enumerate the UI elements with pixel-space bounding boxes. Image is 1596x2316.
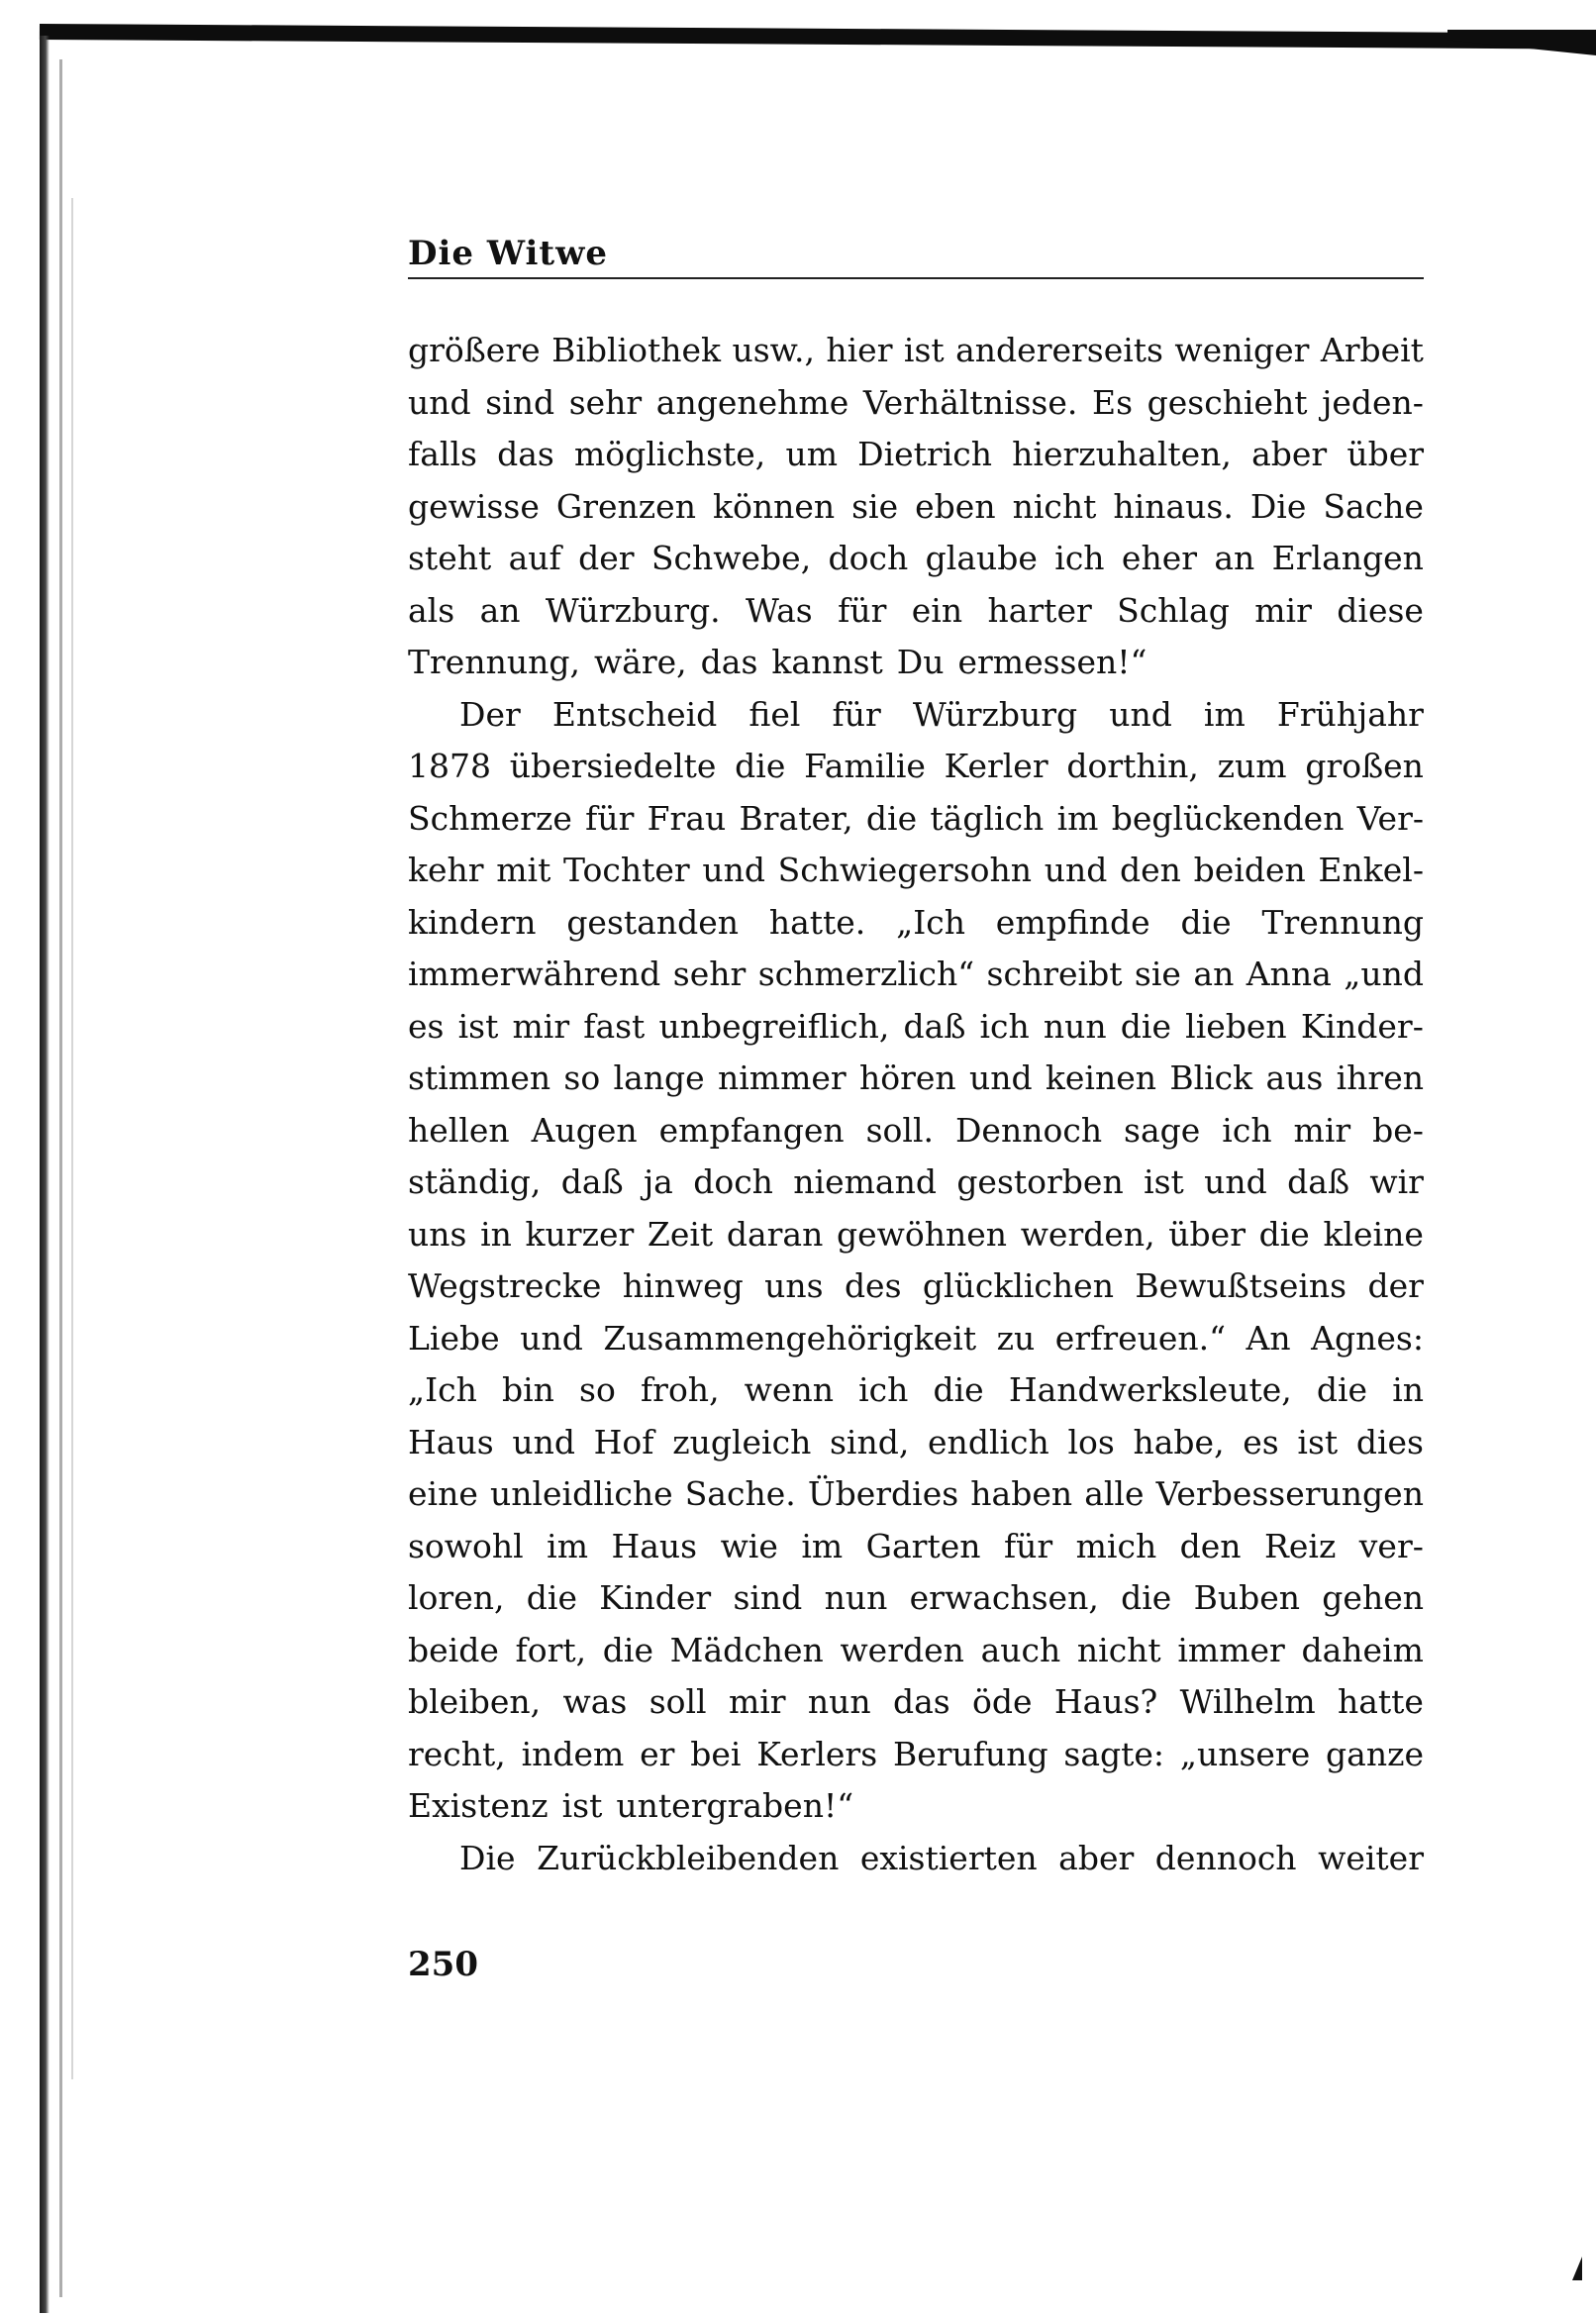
word: glaube (925, 539, 1038, 577)
word: Kerler (944, 747, 1048, 785)
word: weniger (1174, 331, 1310, 369)
word: geschieht (1147, 382, 1308, 422)
word: für (838, 590, 887, 630)
text-line (408, 1105, 1424, 1158)
word: und (702, 851, 765, 889)
word: daß (1287, 1162, 1349, 1201)
word: jeden- (1322, 382, 1424, 422)
word: immerwährend (408, 955, 661, 993)
word: Du (896, 643, 945, 681)
word: mit (496, 851, 551, 889)
word: 1878 (408, 747, 491, 785)
word: indem (521, 1734, 625, 1773)
word: Zusammengehörigkeit (603, 1318, 977, 1358)
word: und (1204, 1162, 1267, 1201)
text-line (408, 845, 1424, 897)
word: Die (459, 1838, 516, 1877)
word: aber (1251, 435, 1328, 473)
word: Frühjahr (1276, 694, 1424, 734)
word: nimmer (717, 1058, 847, 1097)
word: eher (1121, 539, 1198, 577)
scan-edge-top (40, 24, 1584, 50)
word: er (640, 1734, 675, 1773)
word: sagte: (1063, 1734, 1165, 1773)
word: kindern (408, 902, 537, 942)
word: mich (1075, 1526, 1157, 1565)
word: Trennung, (408, 643, 580, 681)
word: Garten (865, 1526, 981, 1565)
word: sie (1134, 955, 1181, 993)
word: angenehme (655, 382, 849, 422)
word: das (892, 1682, 950, 1721)
word: Der (459, 694, 521, 734)
word: hatte (1337, 1682, 1424, 1721)
word: wenn (744, 1370, 834, 1409)
word: nun (807, 1682, 871, 1721)
word: keinen (1045, 1058, 1157, 1097)
word: nicht (1012, 486, 1097, 526)
word: das (700, 643, 758, 681)
word: Liebe (408, 1318, 500, 1358)
word: Kerlers (756, 1734, 878, 1773)
word: ganze (1326, 1734, 1424, 1773)
word: Hof (593, 1422, 654, 1461)
text-line (408, 1676, 1424, 1729)
word: Existenz (408, 1786, 549, 1825)
word: so (563, 1058, 601, 1097)
word: Dennoch (954, 1110, 1103, 1150)
word: Enkel- (1318, 851, 1424, 889)
word: erfreuen.“ (1054, 1318, 1227, 1358)
text-line (408, 1157, 1424, 1209)
word: Erlangen (1271, 539, 1424, 577)
word: Wilhelm (1179, 1682, 1316, 1721)
word: zugleich (672, 1422, 812, 1461)
word: daheim (1301, 1630, 1424, 1669)
word: kehr (408, 851, 484, 889)
scan-corner-mark (1572, 2257, 1582, 2280)
word: Bibliothek (551, 331, 722, 369)
text-line (408, 1001, 1424, 1054)
text-line (408, 1260, 1424, 1313)
word: Mädchen (669, 1630, 824, 1669)
word: hier (826, 331, 893, 369)
word: ich (1054, 539, 1105, 577)
text-line (408, 1209, 1424, 1261)
word: in (480, 1214, 512, 1254)
word: täglich (930, 798, 1045, 838)
word: uns (764, 1266, 824, 1305)
word: Schwiegersohn (777, 851, 1033, 889)
word: „Ich (408, 1370, 477, 1409)
word: haben (970, 1474, 1073, 1513)
word: ver- (1358, 1526, 1424, 1565)
body-text (408, 325, 1424, 1884)
word: Arbeit (1320, 331, 1424, 369)
word: hellen (408, 1110, 510, 1150)
word: be- (1372, 1110, 1424, 1150)
scan-edge-left (40, 36, 50, 2313)
word: über (1168, 1214, 1246, 1254)
word: im (1056, 798, 1099, 838)
word: „unsere (1179, 1734, 1311, 1773)
word: bei (690, 1734, 742, 1773)
word: hören (858, 1058, 956, 1097)
word: Bewußtseins (1135, 1266, 1347, 1305)
word: schreibt (986, 955, 1123, 993)
word: diese (1337, 590, 1424, 630)
header-rule (408, 277, 1424, 279)
word: lange (613, 1058, 705, 1097)
word: los (1067, 1422, 1115, 1461)
word: sehr (568, 382, 643, 422)
word: Agnes: (1311, 1318, 1424, 1358)
text-line (408, 481, 1424, 534)
text-line (408, 377, 1424, 430)
word: ist (1297, 1422, 1339, 1461)
word: und (520, 1318, 583, 1358)
text-line (408, 429, 1424, 481)
word: Verhältnisse. (862, 382, 1078, 422)
word: ist (457, 1006, 499, 1046)
word: mir (1254, 590, 1312, 630)
word: als (408, 590, 455, 630)
word: ist (561, 1786, 603, 1825)
word: immer (1177, 1630, 1285, 1669)
word: uns (408, 1214, 467, 1254)
word: die (1120, 1006, 1172, 1046)
word: sie (851, 486, 899, 526)
text-line (408, 1364, 1424, 1417)
word: Sache. (684, 1474, 796, 1513)
word: Ver- (1356, 798, 1424, 838)
running-head: Die Witwe (408, 234, 608, 273)
word: und (408, 382, 471, 422)
word: daß (903, 1006, 966, 1046)
word: für (832, 694, 881, 734)
word: um (785, 435, 838, 473)
word: recht, (408, 1734, 506, 1773)
word: an (479, 590, 521, 630)
word: ich (979, 1006, 1030, 1046)
text-line (408, 533, 1424, 585)
word: glücklichen (922, 1266, 1114, 1305)
word: Kinder (599, 1578, 712, 1617)
word: Haus (408, 1422, 494, 1461)
word: aus (1265, 1058, 1324, 1097)
word: ja (643, 1162, 673, 1201)
word: die (933, 1370, 984, 1409)
word: was (562, 1682, 628, 1721)
text-line (408, 949, 1424, 1001)
word: beiden (1193, 851, 1306, 889)
word: Zurückbleibenden (537, 1838, 840, 1877)
word: Überdies (807, 1474, 959, 1513)
word: stimmen (408, 1058, 551, 1097)
word: „und (1344, 955, 1424, 993)
word: es (1243, 1422, 1279, 1461)
text-line (408, 1833, 1424, 1885)
word: Haus (611, 1526, 698, 1565)
word: den (1179, 1526, 1242, 1565)
word: mir (728, 1682, 786, 1721)
word: Würzburg (912, 694, 1078, 734)
word: fiel (748, 694, 801, 734)
word: Buben (1193, 1578, 1301, 1617)
text-line (408, 689, 1424, 742)
text-line (408, 637, 1424, 689)
text-line (408, 1417, 1424, 1469)
word: aber (1058, 1838, 1135, 1877)
word: sind (733, 1578, 803, 1617)
word: im (1203, 694, 1246, 734)
text-line (408, 1521, 1424, 1573)
word: habe, (1133, 1422, 1225, 1461)
word: hierzuhalten, (1012, 435, 1232, 473)
word: Haus? (1053, 1682, 1158, 1721)
word: Dietrich (857, 435, 992, 473)
word: „Ich (896, 902, 965, 942)
word: doch (828, 539, 909, 577)
word: in (1392, 1370, 1424, 1409)
word: an (1193, 955, 1235, 993)
word: niemand (793, 1162, 937, 1201)
word: alle (1084, 1474, 1145, 1513)
word: und (512, 1422, 575, 1461)
text-line (408, 897, 1424, 950)
word: soll (648, 1682, 707, 1721)
text-line (408, 325, 1424, 377)
word: Entscheid (551, 694, 718, 734)
word: hinweg (622, 1266, 744, 1305)
word: im (547, 1526, 589, 1565)
scan-edge-left-line (59, 59, 62, 2297)
word: Was (746, 590, 813, 630)
word: auf (508, 539, 561, 577)
word: werden, (1020, 1214, 1155, 1254)
word: Verbesserungen (1155, 1474, 1424, 1513)
word: für (585, 798, 635, 838)
word: sind (485, 382, 555, 422)
word: Die (1249, 486, 1307, 526)
word: soll. (865, 1110, 934, 1150)
word: sage (1124, 1110, 1201, 1150)
word: Schwebe, (650, 539, 812, 577)
word: mir (512, 1006, 570, 1046)
word: unbegreiflich, (658, 1006, 890, 1046)
word: weiter (1318, 1838, 1424, 1877)
word: daran (726, 1214, 824, 1254)
word: Es (1091, 382, 1134, 422)
word: erwachsen, (909, 1578, 1099, 1617)
word: sowohl (408, 1526, 524, 1565)
word: kannst (771, 643, 883, 681)
word: die (865, 798, 918, 838)
word: Tochter (563, 851, 690, 889)
word: existierten (859, 1838, 1038, 1877)
word: größere (408, 331, 541, 369)
word: ich (858, 1370, 909, 1409)
word: großen (1305, 747, 1424, 785)
word: der (578, 539, 635, 577)
word: bleiben, (408, 1682, 542, 1721)
text-line (408, 1625, 1424, 1677)
word: Sache (1323, 486, 1424, 526)
word: zum (1217, 747, 1287, 785)
word: usw., (732, 331, 815, 369)
word: gewöhnen (836, 1214, 1008, 1254)
word: kleine (1323, 1214, 1424, 1254)
word: empfangen (658, 1110, 845, 1150)
word: auch (980, 1630, 1061, 1669)
word: die (526, 1578, 577, 1617)
word: Zeit (647, 1214, 714, 1254)
word: dennoch (1154, 1838, 1297, 1877)
text-line (408, 1729, 1424, 1781)
word: des (844, 1266, 902, 1305)
word: das (497, 435, 554, 473)
word: die (1121, 1578, 1172, 1617)
word: empfinde (995, 902, 1150, 942)
word: schmerzlich“ (757, 955, 975, 993)
word: können (712, 486, 836, 526)
word: eben (915, 486, 996, 526)
word: Schlag (1117, 590, 1230, 630)
word: Grenzen (555, 486, 696, 526)
word: im (801, 1526, 844, 1565)
word: Frau (647, 798, 727, 838)
word: nun (1043, 1006, 1107, 1046)
word: Schmerze (408, 798, 572, 838)
word: Familie (804, 747, 926, 785)
word: bin (501, 1370, 554, 1409)
word: gestorben (956, 1162, 1124, 1201)
word: gestanden (566, 902, 739, 942)
word: für (1003, 1526, 1053, 1565)
word: steht (408, 539, 492, 577)
word: Berufung (892, 1734, 1048, 1773)
word: endlich (928, 1422, 1049, 1461)
word: und (1044, 851, 1108, 889)
word: Handwerksleute, (1008, 1370, 1292, 1409)
word: Reiz (1264, 1526, 1337, 1565)
word: nun (824, 1578, 888, 1617)
text-line (408, 793, 1424, 846)
word: der (1367, 1266, 1424, 1305)
word: über (1347, 435, 1424, 473)
word: Kinder- (1300, 1006, 1424, 1046)
word: ihren (1336, 1058, 1424, 1097)
word: öde (972, 1682, 1033, 1721)
text-line (408, 1572, 1424, 1625)
word: hinaus. (1113, 486, 1234, 526)
word: harter (987, 590, 1092, 630)
word: Würzburg. (545, 590, 721, 630)
word: wäre, (593, 643, 687, 681)
word: eine (408, 1474, 478, 1513)
word: fast (583, 1006, 646, 1046)
word: die (1316, 1370, 1368, 1409)
word: sind, (830, 1422, 910, 1461)
word: doch (693, 1162, 773, 1201)
word: werden (840, 1630, 964, 1669)
text-line (408, 585, 1424, 638)
text-line (408, 1313, 1424, 1365)
word: Blick (1169, 1058, 1253, 1097)
word: froh, (640, 1370, 720, 1409)
text-line (408, 1468, 1424, 1521)
word: Augen (531, 1110, 638, 1150)
word: ist (1144, 1162, 1184, 1201)
word: wir (1369, 1162, 1424, 1201)
text-line (408, 741, 1424, 793)
word: andererseits (955, 331, 1163, 369)
word: die (735, 747, 786, 785)
word: und (968, 1058, 1033, 1097)
word: gehen (1322, 1578, 1424, 1617)
word: ein (911, 590, 963, 630)
text-line (408, 1780, 1424, 1833)
word: den (1120, 851, 1181, 889)
word: ständig, (408, 1162, 542, 1201)
word: hatte. (768, 902, 866, 942)
word: falls (408, 435, 477, 473)
word: untergraben!“ (616, 1786, 854, 1825)
word: möglichste, (573, 435, 766, 473)
word: Trennung (1261, 902, 1424, 942)
word: gewisse (408, 486, 540, 526)
word: dorthin, (1066, 747, 1199, 785)
word: An (1246, 1318, 1291, 1358)
word: übersiedelte (509, 747, 717, 785)
scan-edge-left-faint (71, 198, 73, 2079)
word: sehr (672, 955, 747, 993)
word: fort, (515, 1630, 587, 1669)
word: unleidliche (489, 1474, 673, 1513)
word: daß (560, 1162, 624, 1201)
word: Wegstrecke (408, 1266, 602, 1305)
word: die (1180, 902, 1232, 942)
word: ich (1222, 1110, 1272, 1150)
page-number: 250 (408, 1945, 478, 1984)
word: so (579, 1370, 616, 1409)
word: es (408, 1006, 445, 1046)
word: beide (408, 1630, 499, 1669)
word: wie (720, 1526, 778, 1565)
word: Anna (1246, 955, 1332, 993)
word: ermessen!“ (957, 643, 1147, 681)
word: die (1258, 1214, 1310, 1254)
word: kurzer (525, 1214, 635, 1254)
word: lieben (1185, 1006, 1287, 1046)
word: mir (1293, 1110, 1351, 1150)
word: loren, (408, 1578, 505, 1617)
word: Brater, (739, 798, 853, 838)
word: dies (1355, 1422, 1424, 1461)
word: zu (996, 1318, 1036, 1358)
word: ist (903, 331, 945, 369)
word: nicht (1076, 1630, 1161, 1669)
word: die (602, 1630, 654, 1669)
word: und (1109, 694, 1172, 734)
word: an (1214, 539, 1255, 577)
word: beglückenden (1111, 798, 1345, 838)
text-line (408, 1053, 1424, 1105)
